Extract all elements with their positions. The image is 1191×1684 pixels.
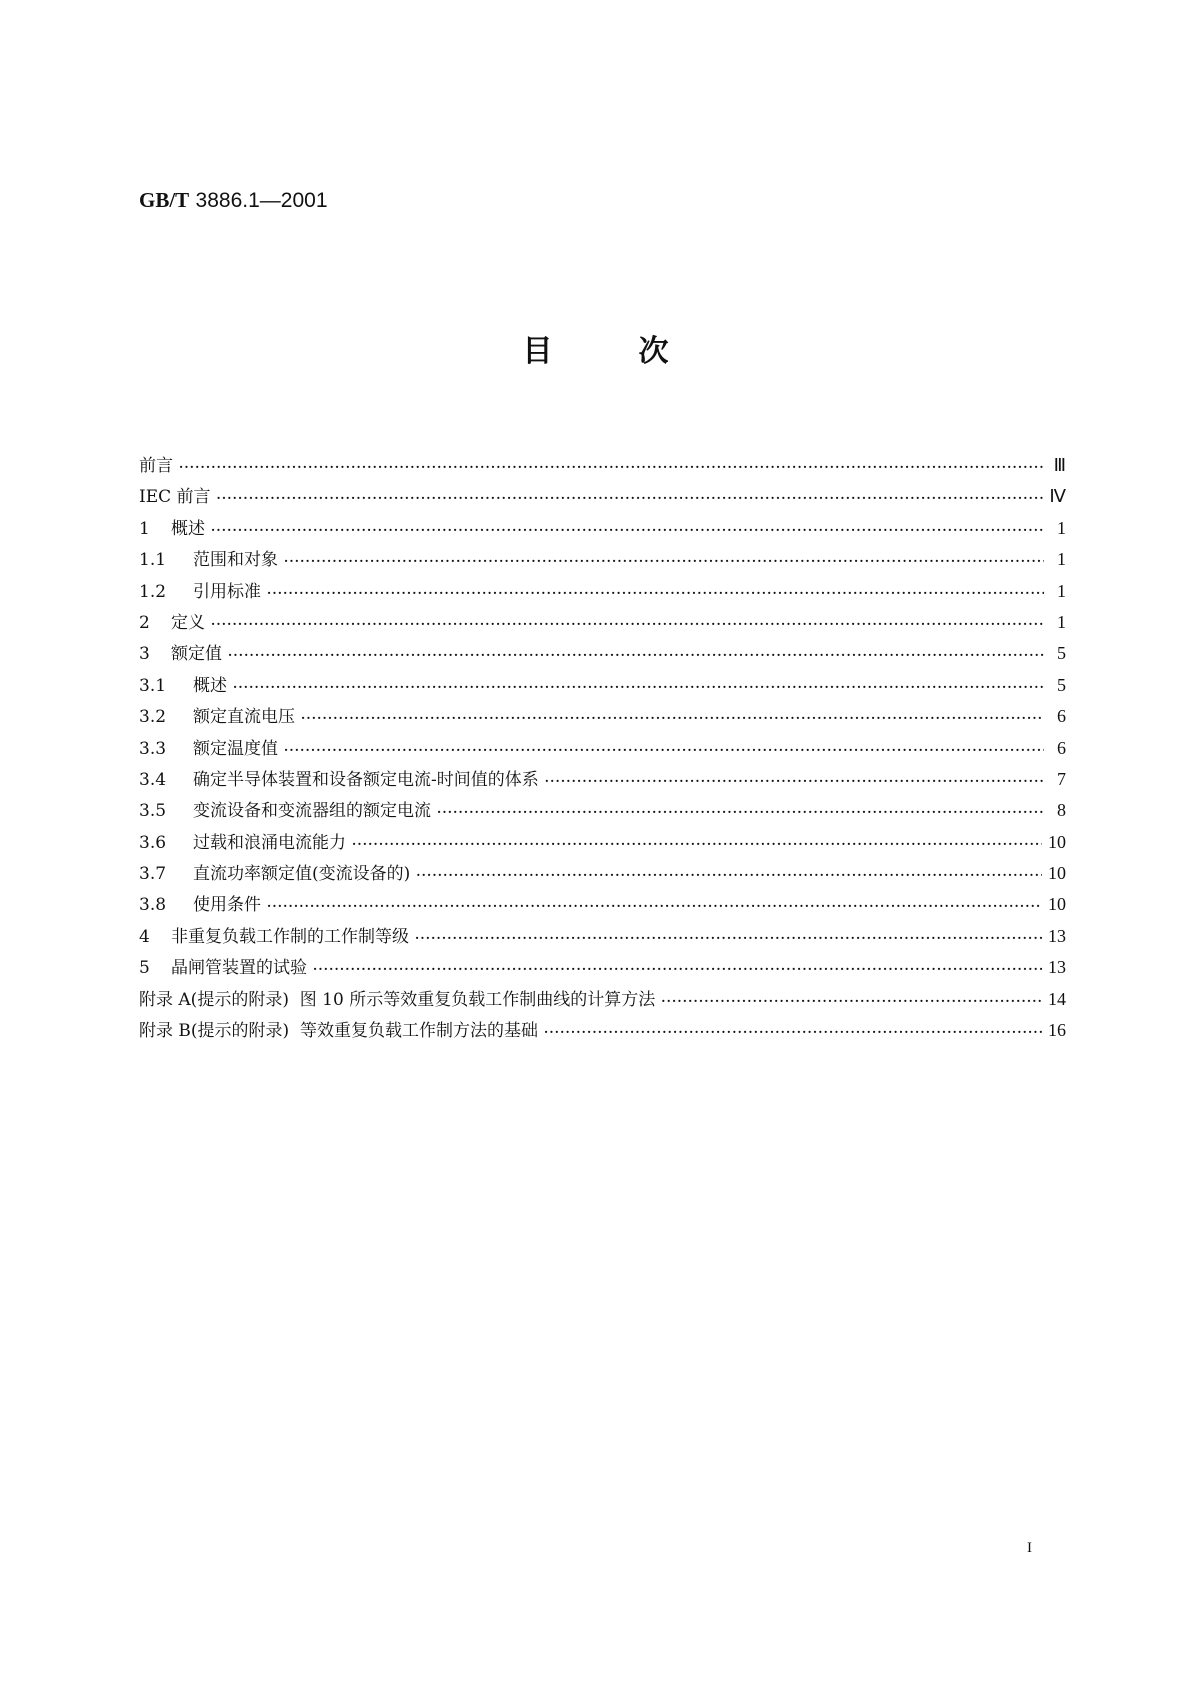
toc-entry-number: 3.8: [139, 895, 167, 916]
toc-entry[interactable]: [139, 670, 1066, 701]
dot-leader: [544, 1017, 1042, 1048]
toc-entry-label: IEC 前言: [139, 487, 211, 508]
toc-entry-label: 范围和对象: [193, 550, 278, 571]
toc-entry-page: 7: [1057, 768, 1066, 789]
standard-code: [139, 188, 328, 213]
toc-entry-page: 1: [1057, 549, 1066, 570]
dot-leader: [179, 452, 1044, 483]
toc-entry-title: [139, 734, 278, 765]
toc-entry-page: 10: [1048, 894, 1066, 915]
toc-entry-page: 6: [1057, 706, 1066, 727]
dot-leader: [267, 578, 1044, 609]
toc-entry[interactable]: [139, 576, 1066, 607]
toc-entry-title: [139, 828, 346, 859]
toc-entry-label: 定义: [171, 612, 205, 633]
page-number: I: [1027, 1540, 1032, 1556]
toc-entry-number: 1: [139, 518, 150, 539]
toc-entry-label: 前言: [139, 456, 173, 476]
toc-entry-page: 14: [1048, 988, 1066, 1009]
toc-entry[interactable]: [139, 481, 1066, 512]
toc-entry-page: 1: [1057, 517, 1066, 538]
toc-entry-page: Ⅲ: [1053, 455, 1066, 475]
toc-entry-number: 3.7: [139, 864, 167, 885]
dot-leader: [661, 986, 1042, 1017]
standard-number: 3886.1—2001: [195, 189, 328, 212]
toc-entry-label: 概述: [171, 518, 205, 539]
dot-leader: [267, 891, 1042, 922]
dot-leader: [301, 703, 1044, 734]
toc-entry-label: 晶闸管装置的试验: [171, 958, 307, 979]
toc-entry[interactable]: [139, 764, 1066, 795]
toc-entry-label: 变流设备和变流器组的额定电流: [193, 801, 431, 822]
toc-entry-page: 10: [1048, 863, 1066, 884]
toc-entry-label: 额定直流电压: [193, 707, 295, 728]
title-char-1: 目: [522, 334, 553, 369]
toc-entry-title: [139, 765, 539, 796]
toc-entry-number: 3.1: [139, 675, 167, 696]
toc-entry-label: 附录 B(提示的附录) 等效重复负载工作制方法的基础: [139, 1021, 538, 1042]
toc-entry-page: 13: [1048, 957, 1066, 978]
toc-entry-number: 5: [139, 958, 150, 979]
toc-entry-number: 1.2: [139, 581, 167, 602]
toc-entry-title: [139, 1016, 538, 1047]
toc-entry-number: 3.2: [139, 707, 167, 728]
dot-leader: [284, 546, 1044, 577]
toc-entry-number: 3.6: [139, 832, 167, 853]
toc-entry[interactable]: [139, 795, 1066, 826]
toc-entry-number: 3: [139, 644, 150, 665]
toc-entry-number: 3.5: [139, 801, 167, 822]
toc-entry-page: 16: [1048, 1020, 1066, 1041]
toc-entry[interactable]: [139, 638, 1066, 669]
dot-leader: [437, 797, 1044, 828]
title-char-2: 次: [638, 334, 669, 369]
dot-leader: [313, 954, 1042, 985]
toc-entry-page: 5: [1057, 643, 1066, 664]
toc-entry-page: 13: [1048, 925, 1066, 946]
toc-entry-page: Ⅳ: [1049, 486, 1066, 507]
toc-entry-page: 1: [1057, 611, 1066, 632]
toc-entry[interactable]: [139, 733, 1066, 764]
toc-entry-label: 附录 A(提示的附录) 图 10 所示等效重复负载工作制曲线的计算方法: [139, 989, 656, 1010]
toc-entry-page: 10: [1048, 831, 1066, 852]
toc-entry-title: [139, 985, 655, 1016]
toc-entry-title: [139, 953, 307, 984]
toc-entry-title: [139, 922, 409, 953]
toc-entry-title: [139, 608, 205, 639]
toc-entry[interactable]: [139, 921, 1066, 952]
toc-entry-label: 使用条件: [193, 895, 261, 916]
toc-entry-title: [139, 702, 295, 733]
toc-entry[interactable]: [139, 984, 1066, 1015]
toc-entry[interactable]: [139, 513, 1066, 544]
toc-entry-title: [139, 577, 261, 608]
toc-entry-title: [139, 639, 222, 670]
dot-leader: [211, 515, 1044, 546]
toc-entry-label: 额定值: [171, 644, 222, 665]
toc-entry-page: 1: [1057, 580, 1066, 601]
toc-entry[interactable]: [139, 701, 1066, 732]
toc-entry-title: [139, 451, 173, 482]
toc-entry-title: [139, 482, 211, 513]
toc-entry[interactable]: [139, 544, 1066, 575]
toc-entry-page: 6: [1057, 737, 1066, 758]
toc-entry-page: 5: [1057, 674, 1066, 695]
toc-entry-label: 额定温度值: [193, 738, 278, 759]
dot-leader: [416, 860, 1042, 891]
toc-entry-number: 3.3: [139, 738, 167, 759]
dot-leader: [415, 923, 1042, 954]
dot-leader: [352, 829, 1042, 860]
table-of-contents: [139, 450, 1066, 1046]
toc-entry[interactable]: [139, 450, 1066, 481]
toc-entry[interactable]: [139, 1015, 1066, 1046]
dot-leader: [233, 672, 1044, 703]
dot-leader: [545, 766, 1044, 797]
dot-leader: [217, 483, 1044, 514]
toc-entry-label: 过载和浪涌电流能力: [193, 832, 346, 853]
toc-entry-title: [139, 796, 431, 827]
toc-entry[interactable]: [139, 889, 1066, 920]
dot-leader: [228, 640, 1044, 671]
toc-entry-label: 概述: [193, 675, 227, 696]
toc-entry-title: [139, 859, 410, 890]
toc-entry-title: [139, 890, 261, 921]
toc-entry[interactable]: [139, 607, 1066, 638]
dot-leader: [284, 735, 1044, 766]
toc-entry[interactable]: [139, 952, 1066, 983]
toc-entry-number: 4: [139, 926, 150, 947]
toc-entry-label: 直流功率额定值(变流设备的): [193, 864, 411, 885]
toc-entry-title: [139, 545, 278, 576]
toc-entry-label: 引用标准: [193, 581, 261, 602]
toc-entry-page: 8: [1057, 800, 1066, 821]
standard-prefix: GB/T: [139, 188, 190, 212]
toc-entry-number: 3.4: [139, 769, 167, 790]
toc-entry-number: 1.1: [139, 550, 167, 571]
toc-entry-label: 非重复负载工作制的工作制等级: [171, 926, 409, 947]
toc-entry-title: [139, 671, 227, 702]
toc-entry-title: [139, 514, 205, 545]
toc-entry[interactable]: [139, 827, 1066, 858]
toc-entry[interactable]: [139, 858, 1066, 889]
toc-entry-label: 确定半导体装置和设备额定电流-时间值的体系: [193, 769, 539, 790]
toc-entry-number: 2: [139, 612, 150, 633]
dot-leader: [211, 609, 1044, 640]
page-title: [0, 326, 1191, 370]
